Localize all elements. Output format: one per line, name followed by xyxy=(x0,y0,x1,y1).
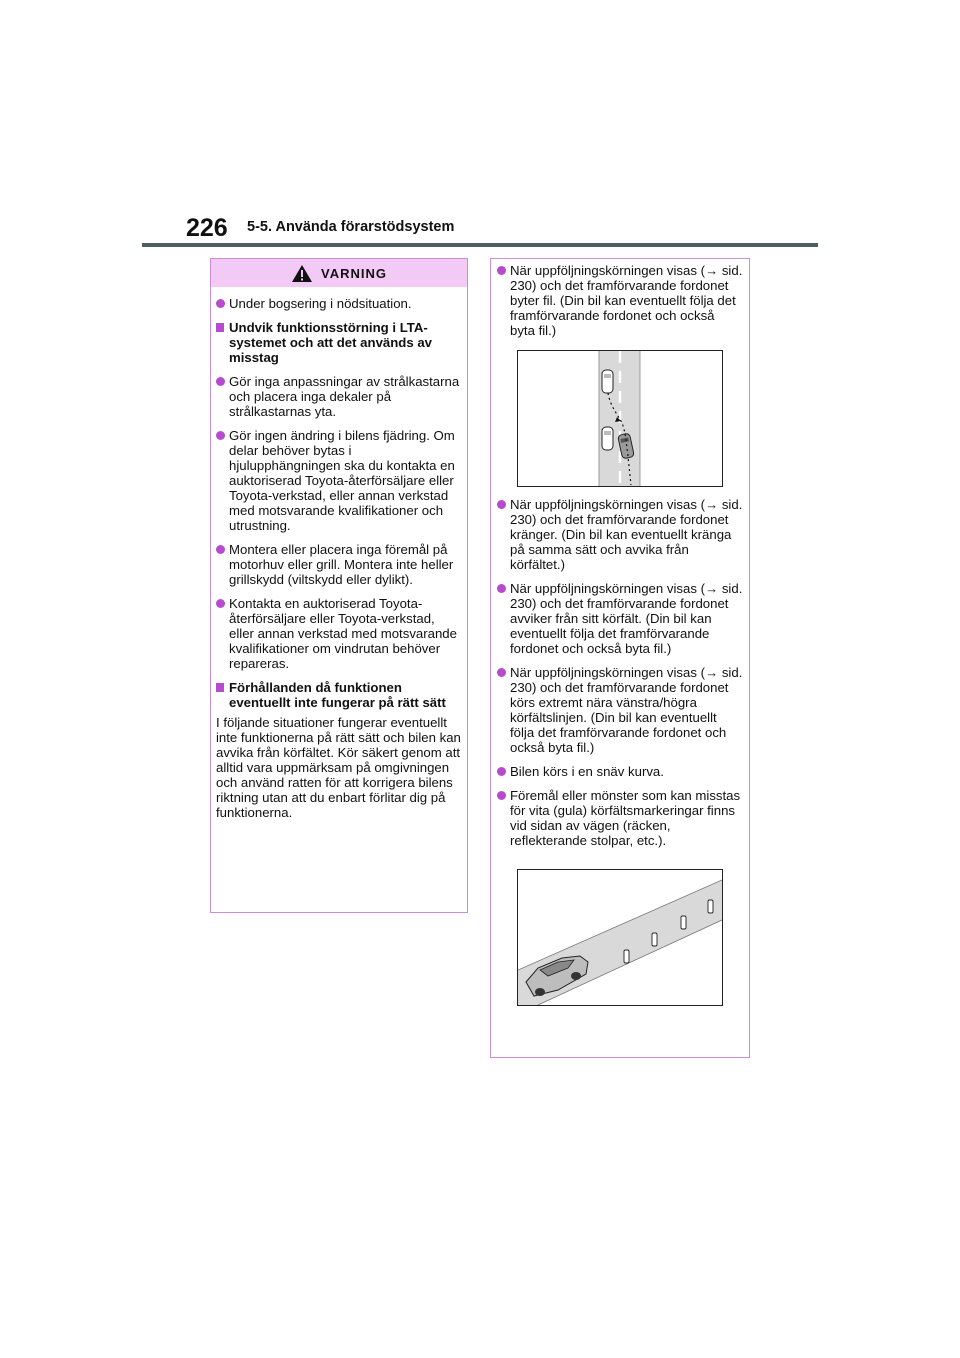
bullet-dot-icon xyxy=(216,299,225,308)
condition-item xyxy=(497,665,743,755)
condition-item-text: När uppföljningskörningen visas (→ sid. 230) och det framförvarande fordonet körs extremt nära vänstra/högra körfältslinjen. (Din bil kan eventuellt följa det framförvarande fordonet och också byta fil.) xyxy=(510,665,743,755)
condition-item-text: När uppföljningskörningen visas (→ sid. 230) och det framförvarande fordonet kränger. (Din bil kan eventuellt kränga på samma sätt och avvika från körfältet.) xyxy=(510,497,743,572)
condition-item xyxy=(497,497,743,572)
warning-triangle-icon xyxy=(291,264,313,283)
warning-heading xyxy=(216,680,461,710)
condition-item-text: Bilen körs i en snäv kurva. xyxy=(510,764,664,779)
lane-change-illustration-graphic xyxy=(518,351,722,486)
warning-header xyxy=(211,259,467,287)
warning-heading-text: Undvik funktionsstörning i LTA-systemet och att det används av misstag xyxy=(229,320,433,365)
conditions-box xyxy=(490,258,750,1058)
warning-item xyxy=(216,542,461,587)
warning-title: VARNING xyxy=(321,265,387,281)
warning-paragraph: I följande situationer fungerar eventuellt inte funktionerna på rätt sätt och bilen kan avvika från körfältet. Kör säkert genom att alltid vara uppmärksam på omgivningen och använd ratten för att korrigera bilens riktning utan att du enbart förlitar dig på funktionerna. xyxy=(216,715,461,820)
condition-item-text: När uppföljningskörningen visas (→ sid. 230) och det framförvarande fordonet byter fil. (Din bil kan eventuellt följa det framförvarande fordonet och också byta fil.) xyxy=(510,263,743,338)
warning-item-text: Montera eller placera inga föremål på motorhuv eller grill. Montera inte heller grillskydd (viltskydd eller dylikt). xyxy=(229,542,454,587)
bullet-dot-icon xyxy=(497,791,506,800)
bullet-dot-icon xyxy=(216,377,225,386)
bullet-square-icon xyxy=(216,683,224,692)
condition-item xyxy=(497,581,743,656)
warning-body xyxy=(211,287,467,820)
bullet-dot-icon xyxy=(497,668,506,677)
warning-item-text: Gör ingen ändring i bilens fjädring. Om delar behöver bytas i hjulupphängningen ska du kontakta en auktoriserad Toyota-återförsäljare eller Toyota-verkstad, eller annan verkstad med motsvarande kvalifikationer och utrustning. xyxy=(229,428,455,533)
warning-item xyxy=(216,374,461,419)
warning-item-text: Kontakta en auktoriserad Toyota-återförsäljare eller Toyota-verkstad, eller annan verkstad med motsvarande kvalifikationer om vindrutan behöver repareras. xyxy=(229,596,457,671)
bullet-dot-icon xyxy=(216,599,225,608)
warning-heading-text: Förhållanden då funktionen eventuellt inte fungerar på rätt sätt xyxy=(229,680,446,710)
bullet-dot-icon xyxy=(497,266,506,275)
warning-heading xyxy=(216,320,461,365)
bullet-dot-icon xyxy=(497,500,506,509)
guardrail-illustration-graphic xyxy=(518,870,722,1005)
bullet-dot-icon xyxy=(216,431,225,440)
header-rule xyxy=(142,243,818,247)
bullet-square-icon xyxy=(216,323,224,332)
warning-item-text: Under bogsering i nödsituation. xyxy=(229,296,412,311)
bullet-dot-icon xyxy=(497,767,506,776)
warning-item xyxy=(216,596,461,671)
warning-box xyxy=(210,258,468,913)
condition-item xyxy=(497,764,743,779)
bullet-dot-icon xyxy=(497,584,506,593)
warning-item xyxy=(216,296,461,311)
lane-change-illustration xyxy=(517,350,723,487)
condition-item-text: Föremål eller mönster som kan misstas för vita (gula) körfältsmarkeringar finns vid sidan av vägen (räcken, reflekterande stolpar, etc.). xyxy=(510,788,741,848)
warning-item-text: Gör inga anpassningar av strålkastarna och placera inga dekaler på strålkastarnas yta. xyxy=(229,374,460,419)
guardrail-illustration xyxy=(517,869,723,1006)
condition-item xyxy=(497,263,743,338)
section-title: 5-5. Använda förarstödsystem xyxy=(247,219,455,235)
bullet-dot-icon xyxy=(216,545,225,554)
condition-item xyxy=(497,788,743,848)
condition-item-text: När uppföljningskörningen visas (→ sid. 230) och det framförvarande fordonet avviker från sitt körfält. (Din bil kan eventuellt följa det framförvarande fordonet och också byta fil.) xyxy=(510,581,743,656)
page-number: 226 xyxy=(186,214,228,242)
warning-item xyxy=(216,428,461,533)
